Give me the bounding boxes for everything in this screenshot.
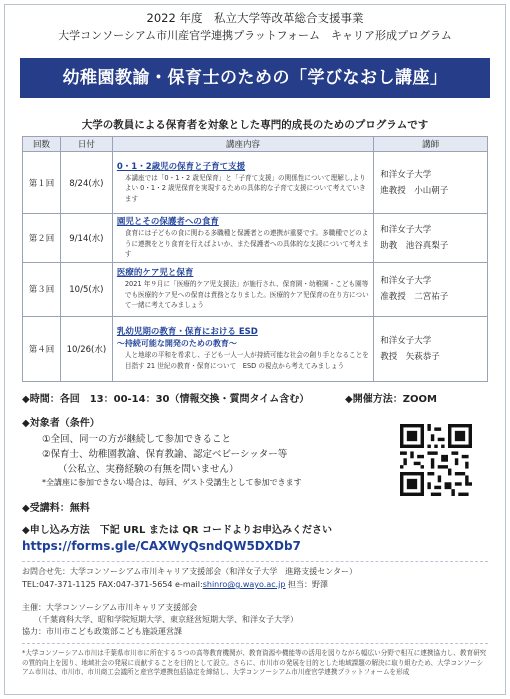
program-subtitle: 大学の教員による保育者を対象とした専門的成長のためのプログラムです — [81, 119, 429, 131]
fee-info: ◆受講料：無料 — [22, 503, 90, 514]
schedule-table — [22, 136, 488, 382]
lecturer-affiliation: 和洋女子大学 — [380, 224, 432, 235]
table-row — [23, 316, 488, 381]
divider — [22, 643, 488, 644]
lecturer-affiliation: 和洋女子大学 — [380, 169, 432, 180]
application-link[interactable]: https://forms.gle/CAXWyQsndQW5DXDb7 — [22, 539, 301, 553]
table-row — [23, 214, 488, 263]
organizer-line3: 協力：市川市こども政策部こども施設運営課 — [22, 627, 182, 636]
organizer-line1: 主催：大学コンソーシアム市川キャリア支援部会 — [22, 603, 198, 612]
contact-person: 担当：野澤 — [288, 580, 329, 589]
apply-info: ◆申し込み方法 下記 URL または QR コードよりお申込みください — [22, 525, 333, 536]
contact-line2 — [22, 579, 328, 591]
session-date: 9/14(水) — [60, 214, 112, 263]
session-content — [112, 214, 373, 263]
lecturer-name: 教授 矢萩恭子 — [380, 351, 440, 362]
title-banner: 幼稚園教諭・保育士のための「学びなおし講座」 — [20, 58, 490, 98]
table-row — [23, 152, 488, 214]
session-lecturer — [374, 214, 488, 263]
method-info: ◆開催方法：ZOOM — [345, 394, 437, 405]
time-info: ◆時間：各回 13：00-14：30（情報交換・質問タイム含む） — [22, 394, 310, 405]
lecturer-affiliation: 和洋女子大学 — [380, 276, 432, 286]
session-desc: 人と地球の平和を希求し、子ども一人一人が持続可能な社会の創り手となることを目指す 21 世紀の教育・保育について ESD の視点から考えてみましょう — [124, 351, 369, 370]
contact-line1: お問合せ先：大学コンソーシアム市川キャリア支援部会（和洋女子大学 進路支援センター） — [22, 567, 357, 576]
target-item-3: （公私立、実務経験の有無を問いません） — [58, 464, 239, 475]
table-row — [23, 262, 488, 316]
col-header-content: 講座内容 — [112, 137, 373, 152]
session-content — [112, 262, 373, 316]
session-lecturer — [374, 262, 488, 316]
organizer-line2: （千葉商科大学、昭和学院短期大学、東京経営短期大学、和洋女子大学） — [34, 615, 298, 624]
session-no: 第３回 — [23, 262, 61, 316]
session-date: 8/24(水) — [60, 152, 112, 214]
lecturer-name: 准教授 二宮祐子 — [380, 292, 449, 302]
email-label: e-mail: — [175, 580, 203, 589]
session-no: 第４回 — [23, 316, 61, 381]
session-lecturer — [374, 152, 488, 214]
target-item-2: ②保育士、幼稚園教諭、保育教諭、認定ベビーシッター等 — [42, 449, 288, 460]
footnote: *大学コンソーシアム市川は千葉県市川市に所在する５つの高等教育機関が、教育資源や機能等の活用を図りながら幅広い分野で相互に連携協力し、教育研究の質的向上を図り、地域社会の発展に貢献することを目的として設立。さらに、市川市の発展を目的とした地域課題の解決に取り組むため、大学コンソーシアム市川は、市川市、市川商工会議所と産官学連携包括協定を締結し、大学コンソーシアム市川産官学連携プラットフォームを形成 — [22, 649, 487, 676]
header-line2: 大学コンソーシアム市川産官学連携プラットフォーム キャリア形成プログラム — [58, 29, 452, 42]
target-item-1: ①全回、同一の方が継続して参加できること — [42, 434, 232, 445]
session-no: 第２回 — [23, 214, 61, 263]
session-no: 第１回 — [23, 152, 61, 214]
session-date: 10/26(水) — [60, 316, 112, 381]
lecturer-name: 進教授 小山朝子 — [380, 185, 449, 196]
qr-code-icon[interactable] — [400, 424, 472, 496]
contact-tel: TEL:047-371-1125 — [22, 580, 96, 589]
session-title: 0・1・2歳児の保育と子育て支援 — [116, 161, 246, 172]
col-header-date: 日付 — [60, 137, 112, 152]
col-header-no: 回数 — [23, 137, 61, 152]
session-date: 10/5(水) — [60, 262, 112, 316]
contact-fax: FAX:047-371-5654 — [98, 580, 173, 589]
table-header-row — [23, 137, 488, 152]
contact-email-link[interactable]: shinro@g.wayo.ac.jp — [202, 580, 286, 589]
target-note: *全講座に参加できない場合は、毎回、ゲスト受講生として参加できます — [42, 478, 302, 487]
header-line1: 2022 年度 私立大学等改革総合支援事業 — [146, 11, 364, 25]
session-title: 乳幼児期の教育・保育における ESD — [116, 327, 258, 337]
session-desc: 2021 年９月に「医療的ケア児支援法」が施行され、保育園・幼稚園・こども園等でも医療的ケア児への保育は責務となりました。医療的ケア児保育の在り方について一緒に考えてみましょう — [124, 280, 369, 310]
session-content — [112, 316, 373, 381]
session-content — [112, 152, 373, 214]
session-desc: 本講座では「0・1・2 歳児保育」と「子育て支援」の関係性について理解し,よりよい 0・1・2 歳児保育を実現するための具体的な子育て支援について考えていきます — [124, 173, 366, 203]
divider — [22, 561, 488, 562]
lecturer-affiliation: 和洋女子大学 — [380, 335, 432, 346]
session-title: 医療的ケア児と保育 — [116, 268, 194, 279]
session-title: 園児とその保護者への食育 — [116, 217, 219, 227]
col-header-lecturer: 講師 — [374, 137, 488, 152]
lecturer-name: 助教 池谷真梨子 — [380, 240, 449, 251]
session-lecturer — [374, 316, 488, 381]
session-subtitle: ～持続可能な開発のための教育～ — [116, 339, 237, 348]
target-heading: ◆対象者（条件） — [22, 418, 100, 429]
session-desc: 食育には子どもの食に関わる多職種と保護者との連携が重要です。多職種でどのように連携をとり食育を行えばよいか、また保護者への具体的な支援について考えます — [124, 229, 369, 258]
